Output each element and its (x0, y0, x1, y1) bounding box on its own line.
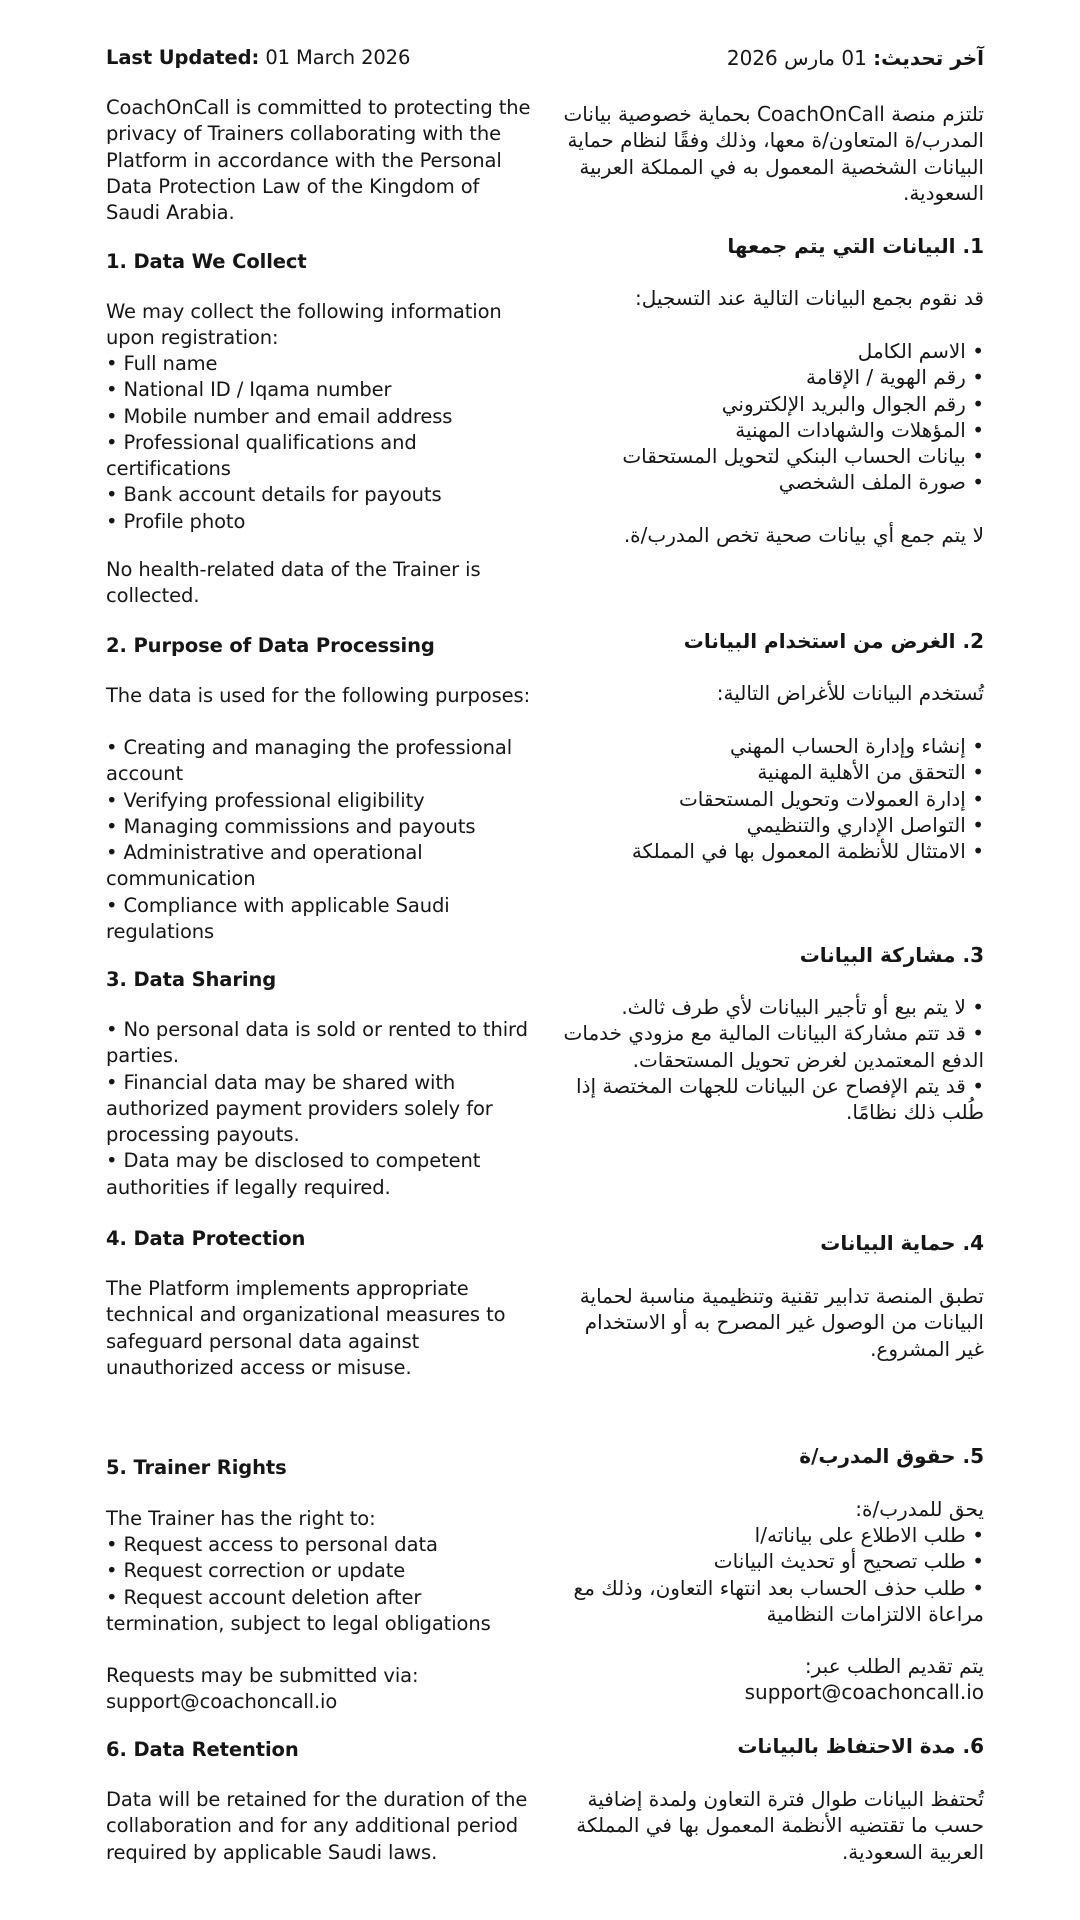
section-3-title-ar: 3. مشاركة البيانات (799, 943, 984, 967)
section-6-title: 6. Data Retention (106, 1738, 299, 1761)
list-item: • Verifying professional eligibility (106, 788, 536, 814)
last-updated (106, 45, 536, 71)
section-3-list (106, 1017, 536, 1201)
list-item: • رقم الجوال والبريد الإلكتروني (554, 391, 984, 417)
list-item: • طلب الاطلاع على بياناته/ا (554, 1522, 984, 1548)
section-4-title-ar: 4. حماية البيانات (820, 1231, 984, 1255)
last-updated-label: Last Updated: (106, 46, 260, 69)
list-item: • Data may be disclosed to competent authorities if legally required. (106, 1148, 536, 1201)
list-item: • طلب تصحيح أو تحديث البيانات (554, 1548, 984, 1574)
section-6-title-ar: 6. مدة الاحتفاظ بالبيانات (737, 1734, 984, 1758)
list-item: • صورة الملف الشخصي (554, 469, 984, 495)
list-item: • رقم الهوية / الإقامة (554, 364, 984, 390)
english-column (106, 0, 536, 1920)
list-item: • Managing commissions and payouts (106, 814, 536, 840)
last-updated-value-ar: 01 مارس 2026 (726, 46, 874, 70)
section-6-body-ar: تُحتفظ البيانات طوال فترة التعاون ولمدة إضافية حسب ما تقتضيه الأنظمة المعمول بها في المملكة العربية السعودية. (576, 1787, 984, 1864)
list-item: • الاسم الكامل (554, 338, 984, 364)
section-5-contact-email-ar[interactable]: support@coachoncall.io (744, 1680, 984, 1704)
arabic-column (554, 0, 984, 1920)
section-1-title-ar: 1. البيانات التي يتم جمعها (727, 234, 984, 258)
list-item: • إدارة العمولات وتحويل المستحقات (554, 786, 984, 812)
section-4-body-ar: تطبق المنصة تدابير تقنية وتنظيمية مناسبة لحماية البيانات من الوصول غير المصرح به أو الاستخدام غير المشروع. (579, 1284, 984, 1361)
section-2-list-ar (554, 733, 984, 864)
section-6-body: Data will be retained for the duration of the collaboration and for any additional period required by applicable Saudi laws. (106, 1788, 528, 1864)
list-item: • National ID / Iqama number (106, 377, 536, 403)
section-2-lead: The data is used for the following purposes: (106, 684, 531, 707)
section-2-lead-ar: تُستخدم البيانات للأغراض التالية: (716, 681, 984, 705)
list-item: • التواصل الإداري والتنظيمي (554, 812, 984, 838)
list-item: • المؤهلات والشهادات المهنية (554, 417, 984, 443)
list-item: • بيانات الحساب البنكي لتحويل المستحقات (554, 443, 984, 469)
list-item: • التحقق من الأهلية المهنية (554, 759, 984, 785)
list-item: • إنشاء وإدارة الحساب المهني (554, 733, 984, 759)
section-5-contact-label: Requests may be submitted via: (106, 1664, 419, 1687)
section-1-note: No health-related data of the Trainer is collected. (106, 558, 481, 608)
section-5-lead: The Trainer has the right to: (106, 1507, 376, 1530)
list-item: • لا يتم بيع أو تأجير البيانات لأي طرف ثالث. (554, 994, 984, 1020)
section-1-list-ar (554, 338, 984, 496)
list-item: • Financial data may be shared with authorized payment providers solely for processing payouts. (106, 1070, 536, 1149)
intro-paragraph: CoachOnCall is committed to protecting the privacy of Trainers collaborating with the Platform in accordance with the Personal Data Protection Law of the Kingdom of Saudi Arabia. (106, 96, 531, 225)
section-1-title: 1. Data We Collect (106, 250, 307, 273)
last-updated-value: 01 March 2026 (259, 46, 411, 69)
section-5-contact-email[interactable]: support@coachoncall.io (106, 1690, 338, 1713)
list-item: • قد يتم الإفصاح عن البيانات للجهات المختصة إذا طُلب ذلك نظامًا. (554, 1073, 984, 1126)
section-1-list (106, 351, 536, 535)
list-item: • Compliance with applicable Saudi regulations (106, 893, 536, 946)
list-item: • Professional qualifications and certifications (106, 430, 536, 483)
list-item: • Full name (106, 351, 536, 377)
list-item: • Mobile number and email address (106, 404, 536, 430)
last-updated-label-ar: آخر تحديث: (873, 46, 984, 70)
section-1-note-ar: لا يتم جمع أي بيانات صحية تخص المدرب/ة. (623, 523, 984, 547)
list-item: • Administrative and operational communication (106, 840, 536, 893)
section-1-lead-ar: قد نقوم بجمع البيانات التالية عند التسجيل: (634, 286, 984, 310)
section-4-title: 4. Data Protection (106, 1227, 306, 1250)
list-item: • Request correction or update (106, 1558, 536, 1584)
list-item: • قد تتم مشاركة البيانات المالية مع مزودي خدمات الدفع المعتمدين لغرض تحويل المستحقات. (554, 1020, 984, 1073)
list-item: • Creating and managing the professional account (106, 735, 536, 788)
list-item: • Profile photo (106, 509, 536, 535)
section-3-title: 3. Data Sharing (106, 968, 277, 991)
section-5-title: 5. Trainer Rights (106, 1456, 287, 1479)
section-2-title: 2. Purpose of Data Processing (106, 634, 435, 657)
list-item: • Request account deletion after termination, subject to legal obligations (106, 1585, 536, 1638)
section-5-list-ar (554, 1522, 984, 1627)
section-2-list (106, 735, 536, 945)
section-1-lead: We may collect the following information upon registration: (106, 300, 502, 350)
section-3-list-ar (554, 994, 984, 1125)
list-item: • Request access to personal data (106, 1532, 536, 1558)
list-item: • No personal data is sold or rented to third parties. (106, 1017, 536, 1070)
section-2-title-ar: 2. الغرض من استخدام البيانات (683, 629, 984, 653)
section-5-lead-ar: يحق للمدرب/ة: (855, 1497, 984, 1521)
last-updated-ar (554, 45, 984, 71)
list-item: • الامتثال للأنظمة المعمول بها في المملكة (554, 838, 984, 864)
section-5-title-ar: 5. حقوق المدرب/ة (799, 1444, 984, 1468)
section-5-contact-label-ar: يتم تقديم الطلب عبر: (804, 1654, 984, 1678)
intro-paragraph-ar: تلتزم منصة CoachOnCall بحماية خصوصية بيانات المدرب/ة المتعاون/ة معها، وذلك وفقًا لنظام حماية البيانات الشخصية المعمول به في المملكة العربية السعودية. (563, 102, 984, 205)
section-4-body: The Platform implements appropriate technical and organizational measures to safeguard personal data against unauthorized access or misuse. (106, 1277, 506, 1379)
list-item: • طلب حذف الحساب بعد انتهاء التعاون، وذلك مع مراعاة الالتزامات النظامية (554, 1575, 984, 1628)
list-item: • Bank account details for payouts (106, 482, 536, 508)
section-5-list (106, 1532, 536, 1637)
